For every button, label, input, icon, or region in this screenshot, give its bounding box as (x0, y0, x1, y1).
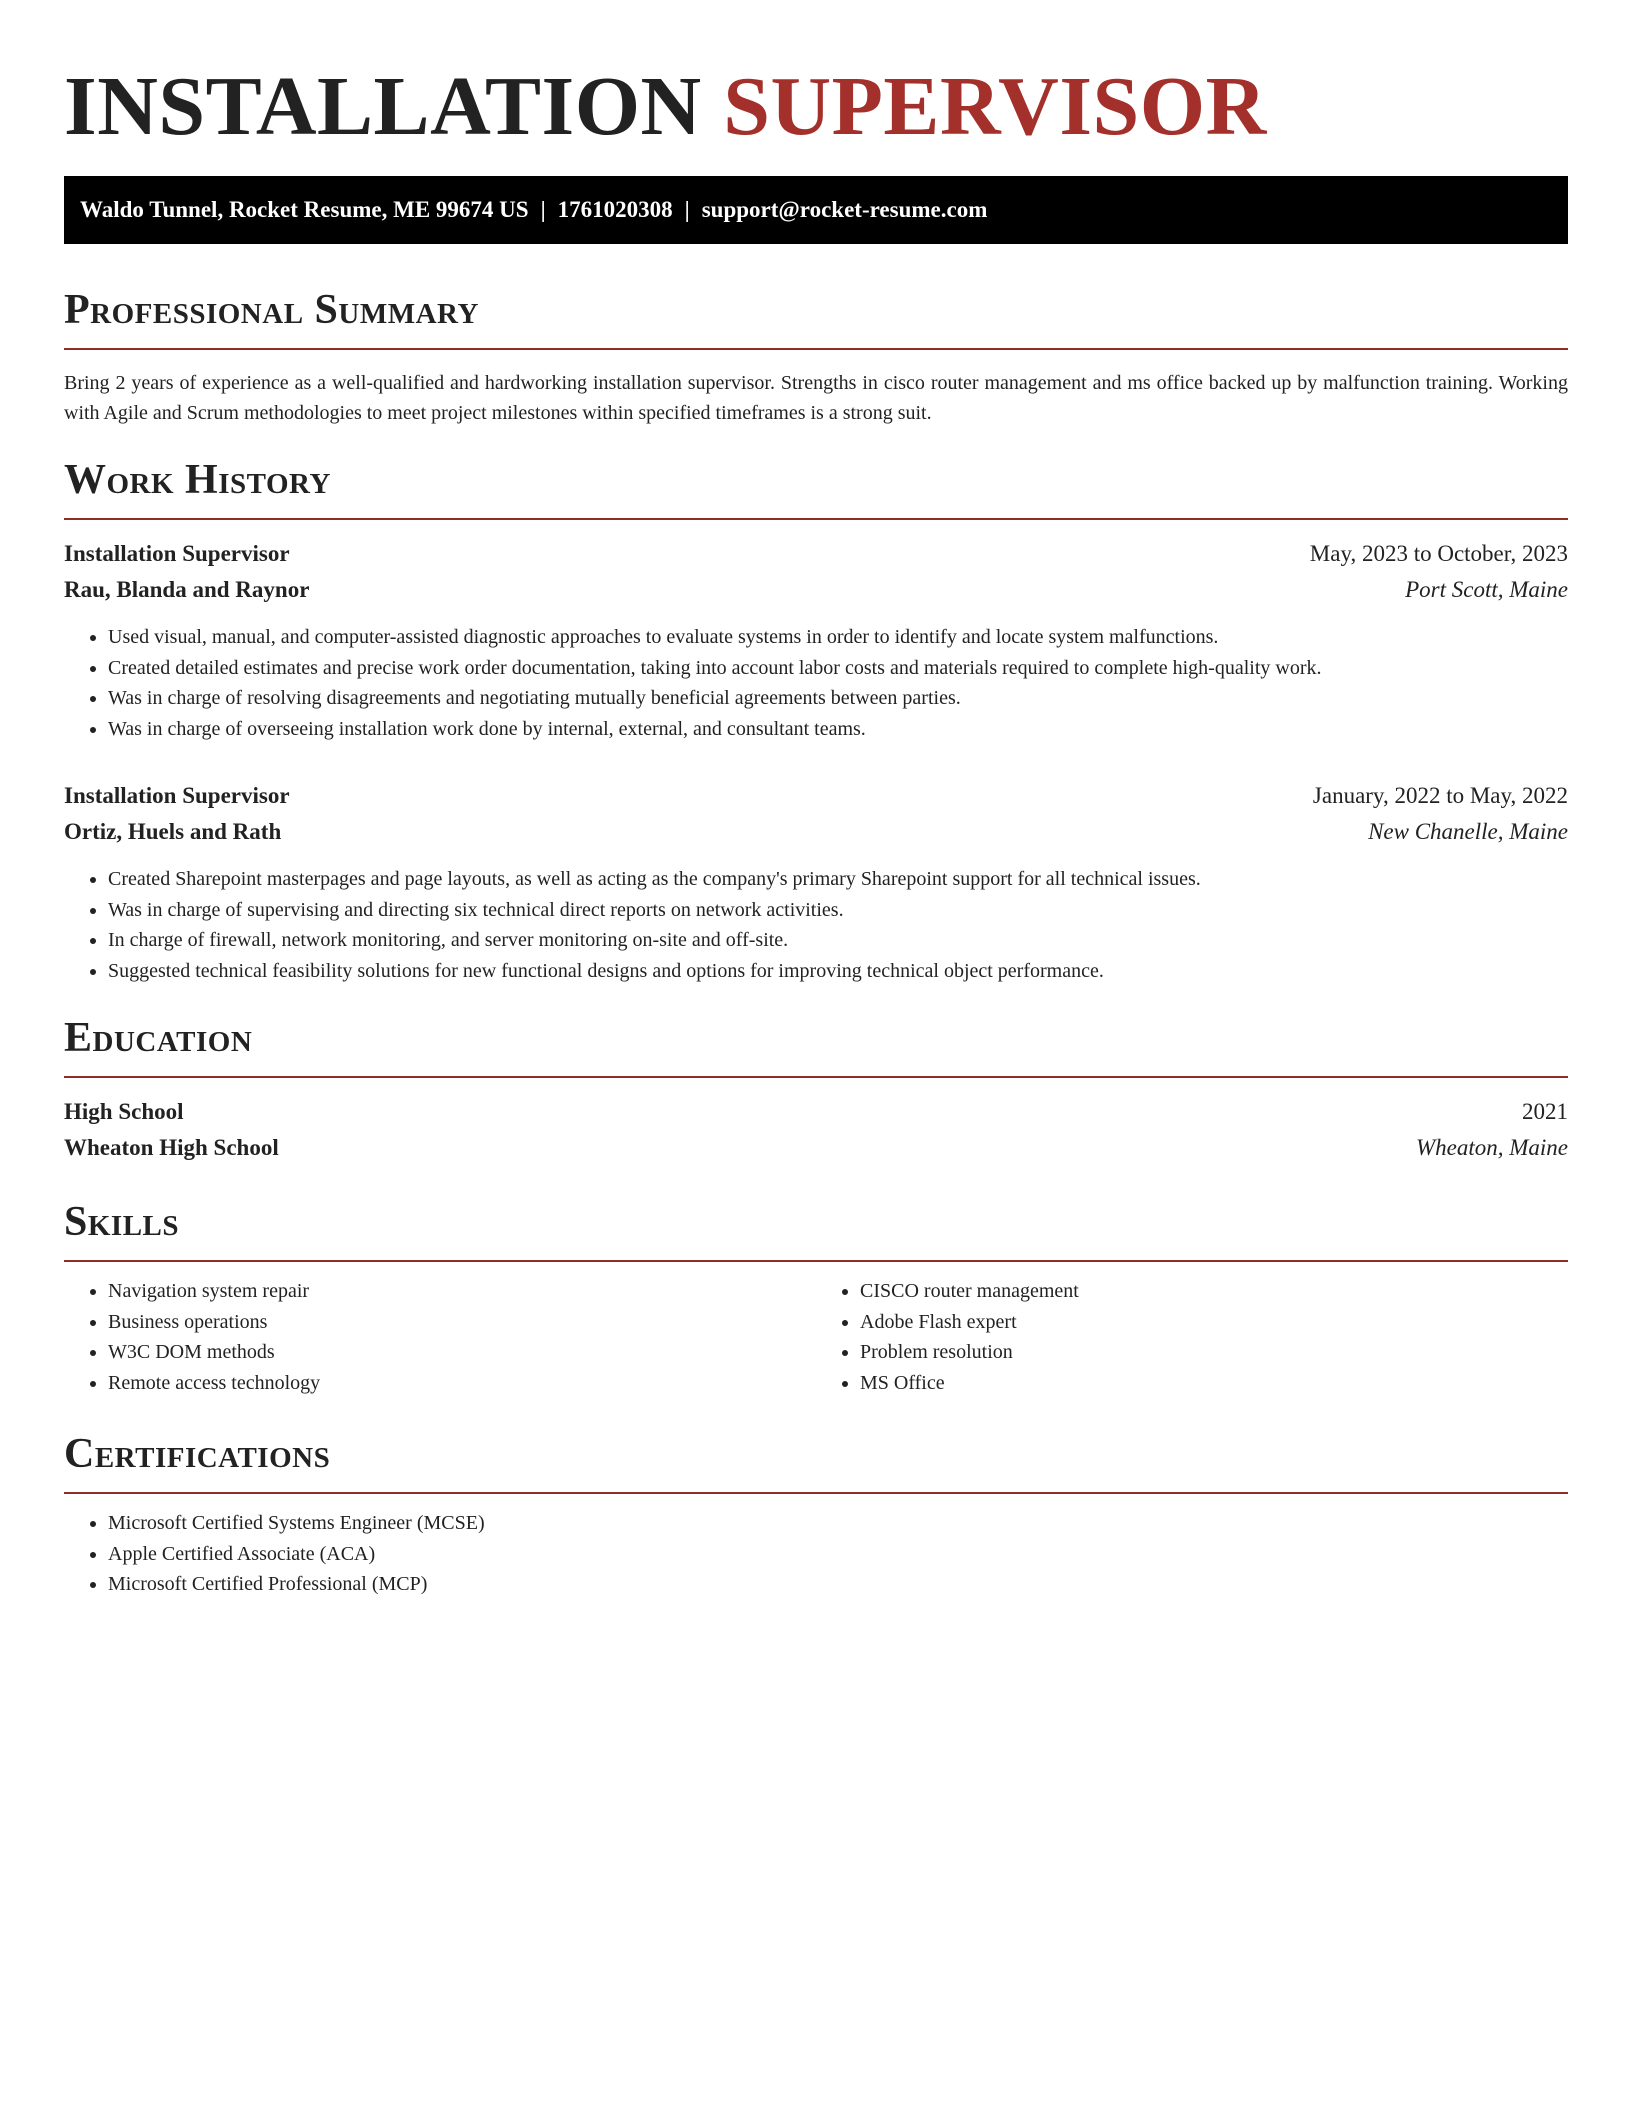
summary-heading: Professional Summary (64, 287, 479, 333)
education-heading: Education (64, 1015, 253, 1061)
job-header-row (64, 778, 1568, 814)
skills-right-column (816, 1276, 1568, 1398)
job-bullets (64, 864, 1568, 986)
education-year: 2021 (1522, 1099, 1568, 1124)
skills-heading: Skills (64, 1199, 180, 1245)
job-header-row (64, 536, 1568, 572)
education-entry (64, 1094, 1568, 1166)
contact-bar (64, 176, 1568, 244)
job-location: New Chanelle, Maine (1368, 819, 1568, 844)
skill-item: • Remote access technology (108, 1368, 816, 1399)
skills-section (64, 1196, 1568, 1398)
title-part-2: SUPERVISOR (723, 60, 1267, 153)
contact-email[interactable]: support@rocket-resume.com (701, 197, 988, 222)
certifications-heading: Certifications (64, 1431, 331, 1477)
section-divider (64, 1492, 1568, 1494)
job-bullet: • Was in charge of supervising and directing six technical direct reports on network activities. (108, 895, 1568, 926)
job-company: Rau, Blanda and Raynor (64, 577, 310, 602)
job-bullet: • Was in charge of overseeing installation work done by internal, external, and consultant teams. (108, 714, 1568, 745)
job-location: Port Scott, Maine (1405, 577, 1568, 602)
skill-item: • Adobe Flash expert (860, 1307, 1568, 1338)
job-entry (64, 536, 1568, 744)
section-divider (64, 1076, 1568, 1078)
work-history-heading: Work History (64, 457, 331, 503)
title-part-1: INSTALLATION (64, 60, 702, 153)
education-location: Wheaton, Maine (1415, 1135, 1568, 1160)
contact-separator: | (684, 197, 690, 222)
certifications-section (64, 1428, 1568, 1600)
contact-phone: 1761020308 (557, 197, 673, 222)
skill-item: • MS Office (860, 1368, 1568, 1399)
job-bullet: • Suggested technical feasibility solutions for new functional designs and options for improving technical object performance. (108, 956, 1568, 987)
education-school-row (64, 1130, 1568, 1166)
job-dates: May, 2023 to October, 2023 (1309, 541, 1568, 566)
contact-separator: | (540, 197, 546, 222)
job-bullet: • Created Sharepoint masterpages and page layouts, as well as acting as the company's primary Sharepoint support for all technical issues. (108, 864, 1568, 895)
education-degree: High School (64, 1099, 184, 1124)
job-title: Installation Supervisor (64, 783, 290, 808)
job-bullets (64, 622, 1568, 744)
certifications-list (64, 1508, 1568, 1600)
job-title: Installation Supervisor (64, 541, 290, 566)
skills-columns (64, 1276, 1568, 1398)
education-section (64, 1012, 1568, 1166)
education-header-row (64, 1094, 1568, 1130)
summary-text: Bring 2 years of experience as a well-qualified and hardworking installation supervisor. Strengths in cisco router management and ms office backed up by malfunction training. Working with Agile and Scrum methodologies to meet project milestones within specified timeframes is a strong suit. (64, 372, 1568, 424)
summary-section (64, 284, 1568, 428)
skill-item: • W3C DOM methods (108, 1337, 816, 1368)
job-bullet: • Was in charge of resolving disagreements and negotiating mutually beneficial agreements between parties. (108, 683, 1568, 714)
skills-left-column (64, 1276, 816, 1398)
job-company-row (64, 814, 1568, 850)
skill-item: • Navigation system repair (108, 1276, 816, 1307)
job-company-row (64, 572, 1568, 608)
resume-page (64, 0, 1568, 1600)
skill-item: • Business operations (108, 1307, 816, 1338)
certification-item: • Microsoft Certified Professional (MCP) (108, 1569, 1568, 1600)
job-dates: January, 2022 to May, 2022 (1312, 783, 1568, 808)
certification-item: • Microsoft Certified Systems Engineer (MCSE) (108, 1508, 1568, 1539)
job-entry (64, 778, 1568, 986)
work-history-section (64, 454, 1568, 986)
section-divider (64, 518, 1568, 520)
job-bullet: • Created detailed estimates and precise work order documentation, taking into account labor costs and materials required to complete high-quality work. (108, 653, 1568, 684)
certification-item: • Apple Certified Associate (ACA) (108, 1539, 1568, 1570)
section-divider (64, 348, 1568, 350)
skill-item: • CISCO router management (860, 1276, 1568, 1307)
section-divider (64, 1260, 1568, 1262)
education-school: Wheaton High School (64, 1135, 279, 1160)
contact-address: Waldo Tunnel, Rocket Resume, ME 99674 US (80, 197, 529, 222)
resume-title (64, 58, 1568, 156)
skill-item: • Problem resolution (860, 1337, 1568, 1368)
job-bullet: • In charge of firewall, network monitoring, and server monitoring on-site and off-site. (108, 925, 1568, 956)
job-company: Ortiz, Huels and Rath (64, 819, 282, 844)
job-bullet: • Used visual, manual, and computer-assisted diagnostic approaches to evaluate systems in order to identify and locate system malfunctions. (108, 622, 1568, 653)
